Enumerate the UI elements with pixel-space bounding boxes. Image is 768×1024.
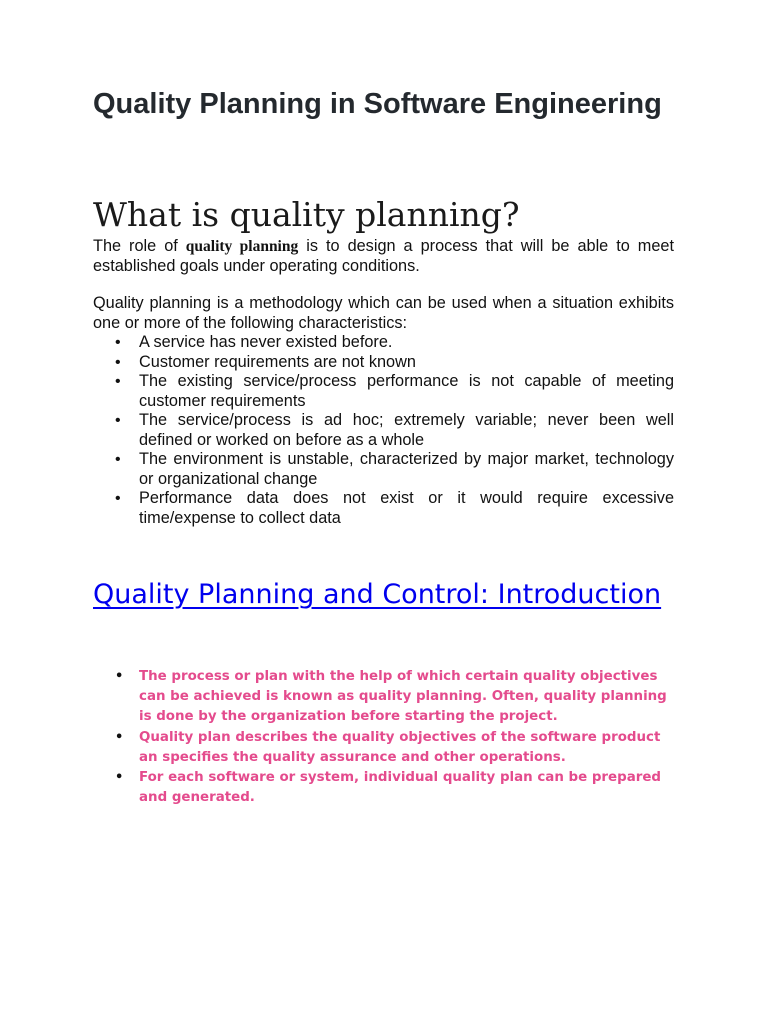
list-item: • For each software or system, individual quality plan can be prepared and generated. [93, 768, 673, 808]
list-item: • The existing service/process performance is not capable of meeting customer requirements [93, 372, 674, 411]
list-item: • Quality plan describes the quality objectives of the software product an specifies the quality assurance and other operations. [93, 728, 673, 768]
introduction-points-list [93, 667, 673, 808]
characteristics-list [93, 333, 674, 528]
methodology-paragraph: Quality planning is a methodology which can be used when a situation exhibits one or more of the following characteristics: [93, 294, 674, 332]
intro-prefix: The role of [93, 237, 186, 255]
intro-term: quality planning [185, 238, 299, 255]
list-item: • Customer requirements are not known [93, 353, 674, 373]
page-title: Quality Planning in Software Engineering [93, 88, 662, 120]
list-item: • The service/process is ad hoc; extremely variable; never been well defined or worked on before as a whole [93, 411, 674, 450]
list-item: • The process or plan with the help of which certain quality objectives can be achieved is known as quality planning. Often, quality planning is done by the organization before starting the project. [93, 667, 673, 728]
list-item: • The environment is unstable, characterized by major market, technology or organizational change [93, 450, 674, 489]
intro-suffix: is to design a process that will be able to meet established goals under operating conditions. [93, 237, 675, 275]
list-item: • Performance data does not exist or it would require excessive time/expense to collect data [93, 489, 674, 528]
section-heading: What is quality planning? [93, 195, 520, 234]
quality-planning-control-link[interactable]: Quality Planning and Control: Introduction [93, 579, 662, 610]
list-item: • A service has never existed before. [93, 333, 674, 353]
intro-paragraph [93, 237, 674, 276]
